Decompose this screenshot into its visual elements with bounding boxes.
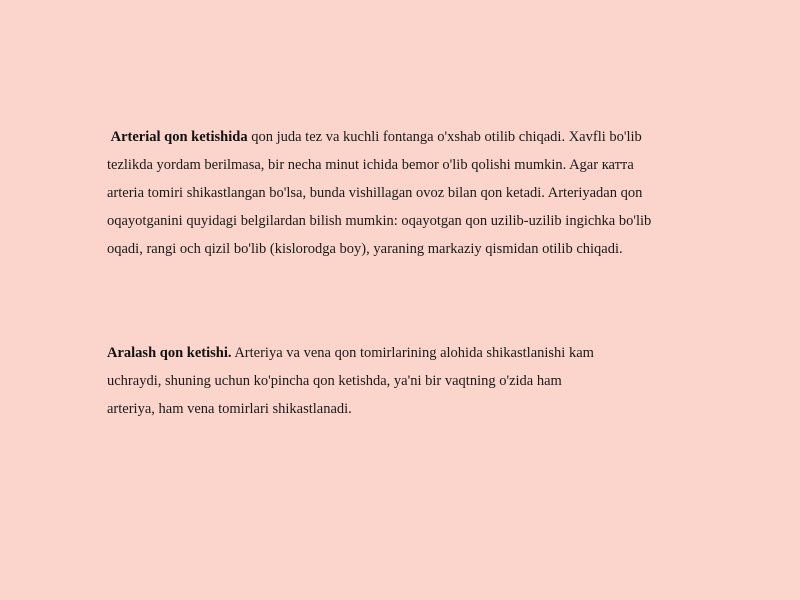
paragraph-text: oqayotganini quyidagi belgilardan bilish mumkin: oqayotgan qon uzilib-uzilib ingichka bo'lib xyxy=(107,213,652,229)
paragraph-line xyxy=(107,123,651,151)
paragraph-line xyxy=(107,339,594,367)
paragraph-text: uchraydi, shuning uchun ko'pincha qon ketishda, ya'ni bir vaqtning o'zida ham xyxy=(107,373,562,389)
paragraph-text: arteria tomiri shikastlangan bo'lsa, bunda vishillagan ovoz bilan qon ketadi. Arteriyadan qon xyxy=(107,185,643,201)
paragraph-text: tezlikda yordam berilmasa, bir necha minut ichida bemor o'lib qolishi mumkin. Agar катта xyxy=(107,157,634,173)
paragraph-text: arteriya, ham vena tomirlari shikastlanadi. xyxy=(107,401,352,417)
paragraph-heading-arterial: Arterial qon ketishida xyxy=(110,129,248,145)
paragraph-mixed-bleeding xyxy=(107,339,594,423)
paragraph-arterial-bleeding xyxy=(107,123,651,263)
paragraph-text: Arteriya va vena qon tomirlarining alohida shikastlanishi kam xyxy=(231,345,594,361)
paragraph-text: oqadi, rangi och qizil bo'lib (kislorodga boy), yaraning markaziy qismidan otilib chiqadi. xyxy=(107,241,623,257)
paragraph-text: qon juda tez va kuchli fontanga o'xshab otilib chiqadi. Xavfli bo'lib xyxy=(247,129,642,145)
paragraph-heading-mixed: Aralash qon ketishi. xyxy=(107,345,232,361)
